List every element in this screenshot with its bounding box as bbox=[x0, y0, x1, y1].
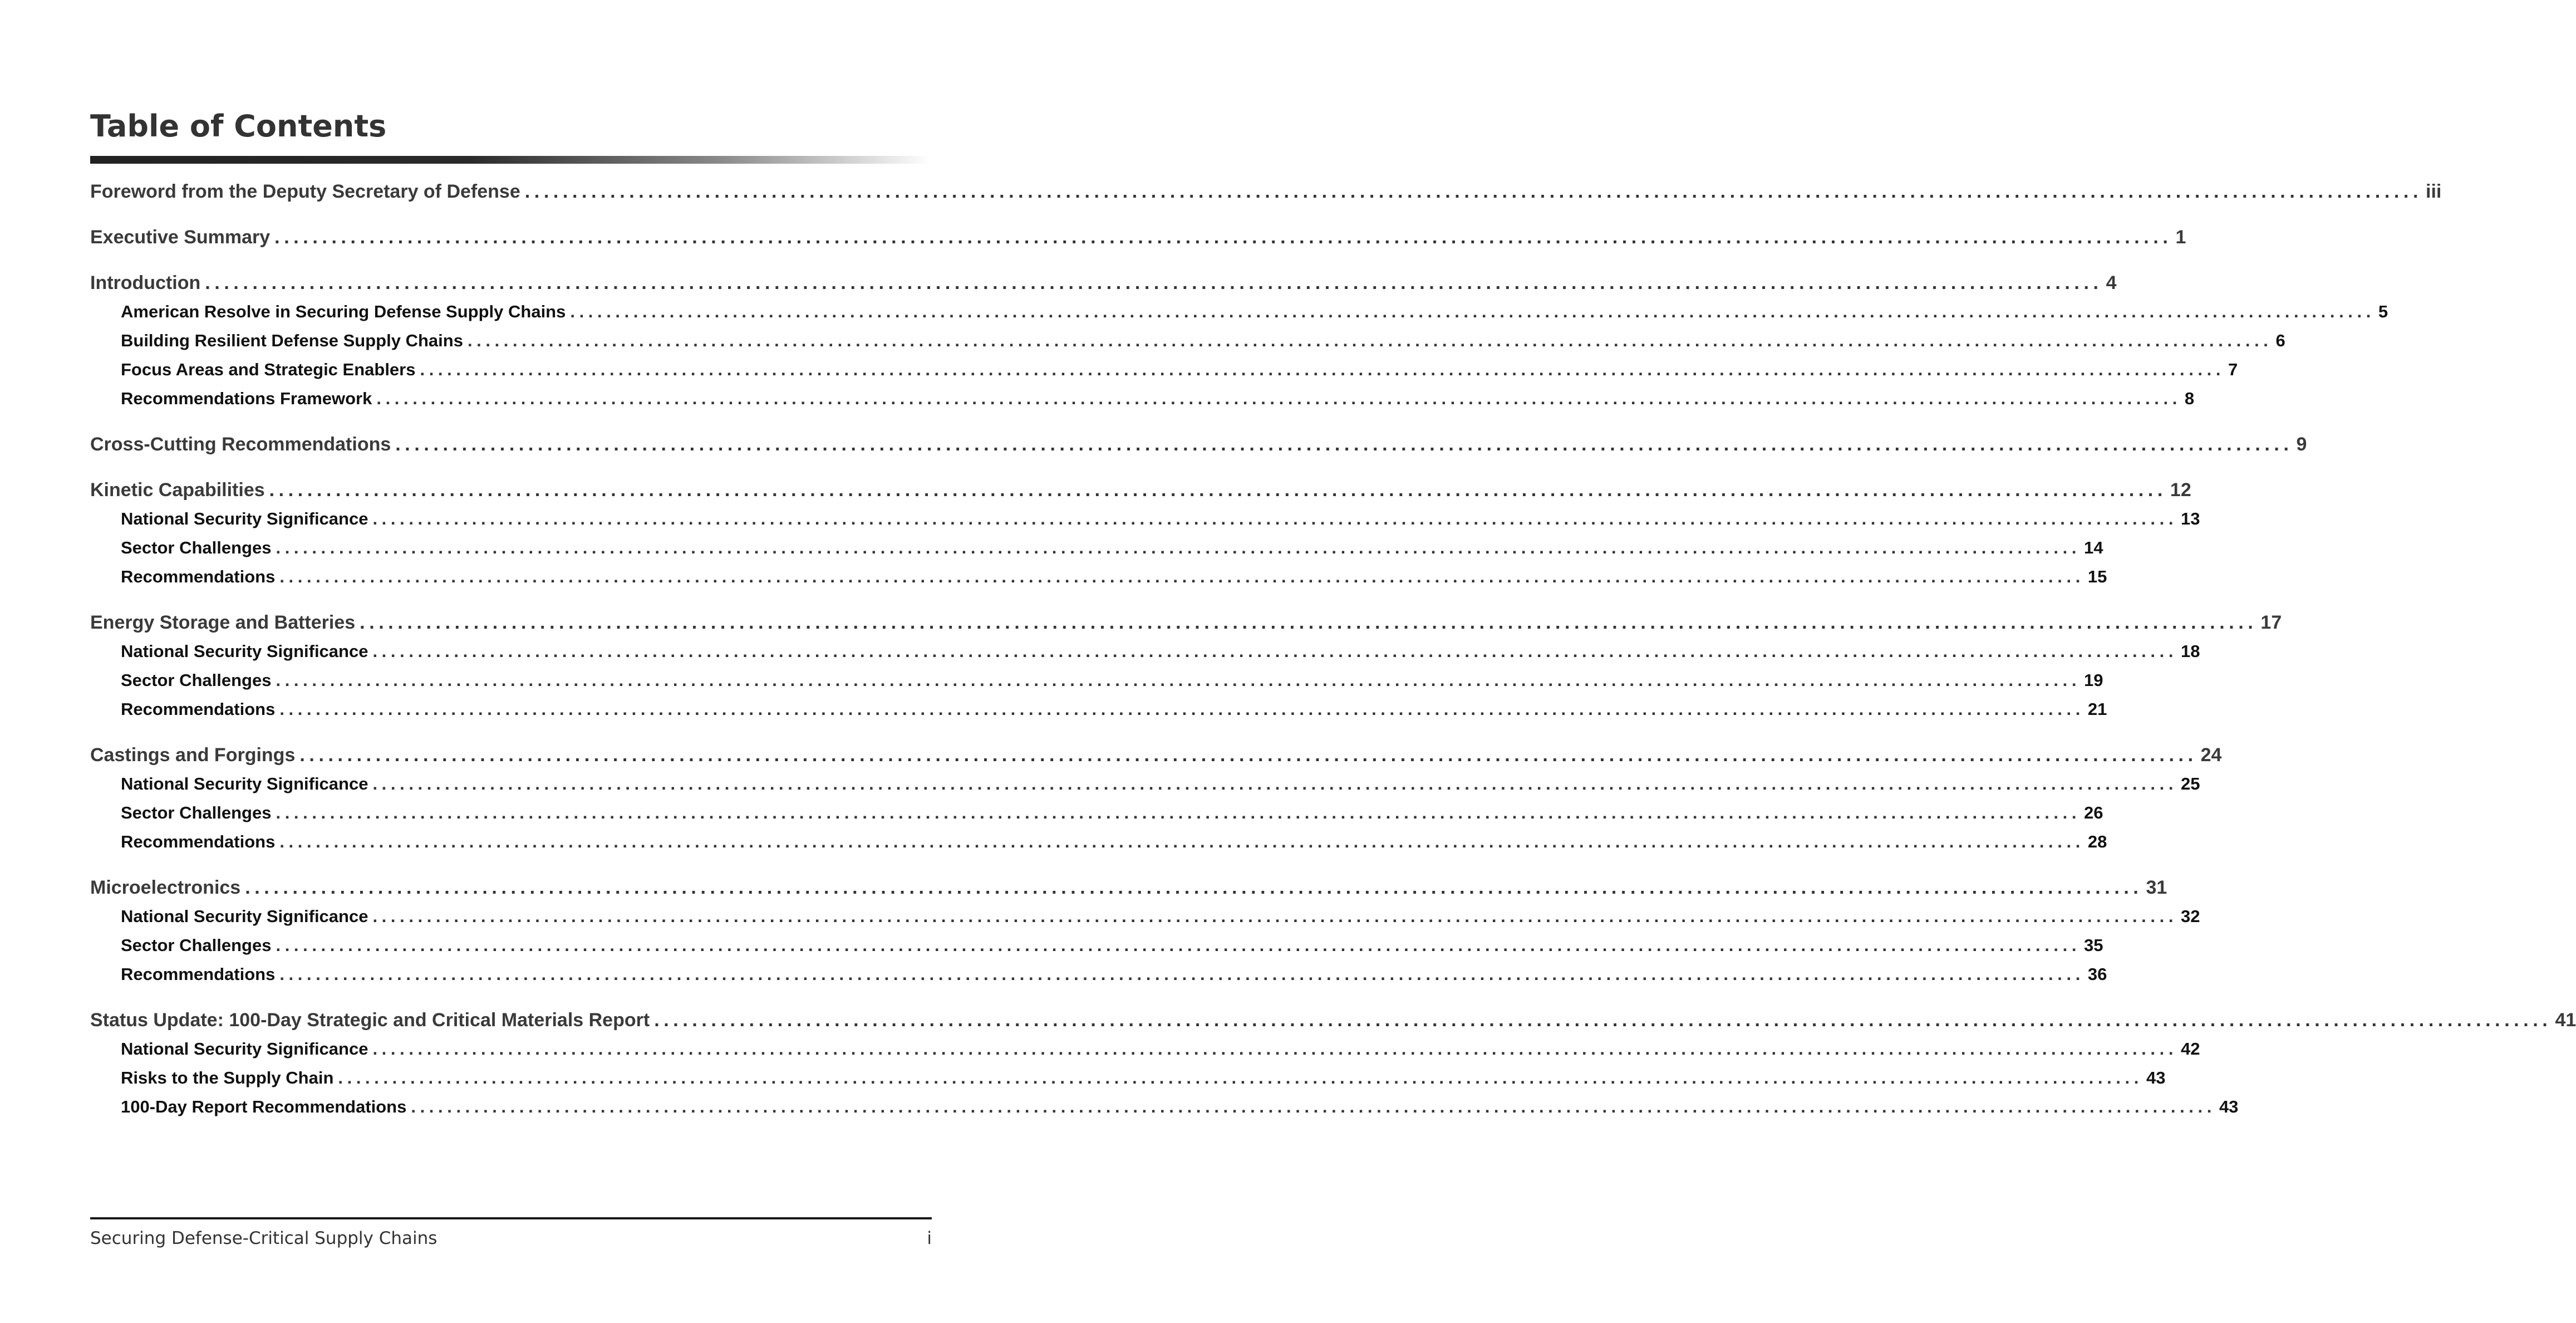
toc-entry[interactable] bbox=[90, 873, 2167, 902]
toc-entry[interactable] bbox=[90, 695, 2107, 724]
table-of-contents bbox=[90, 177, 2576, 1121]
toc-entry-page: 9 bbox=[2296, 434, 2307, 455]
dot-leader: ........................................................................................................................................................................................................ bbox=[338, 1068, 2143, 1087]
toc-entry[interactable] bbox=[90, 326, 2285, 355]
toc-entry-page: 14 bbox=[2084, 538, 2103, 557]
toc-entry[interactable] bbox=[90, 798, 2103, 827]
dot-leader: ........................................................................................................................................................................................................ bbox=[299, 744, 2198, 766]
dot-leader: ........................................................................................................................................................................................................ bbox=[279, 964, 2085, 984]
toc-entry[interactable] bbox=[90, 608, 2282, 637]
dot-leader: ........................................................................................................................................................................................................ bbox=[420, 360, 2225, 379]
toc-entry-label: Energy Storage and Batteries bbox=[90, 612, 356, 633]
toc-entry-page: 42 bbox=[2181, 1039, 2200, 1059]
toc-entry[interactable] bbox=[90, 268, 2117, 297]
toc-entry[interactable] bbox=[90, 562, 2107, 591]
toc-entry-page: 17 bbox=[2260, 612, 2282, 633]
toc-entry-label: Sector Challenges bbox=[121, 670, 272, 690]
toc-entry-page: 36 bbox=[2087, 964, 2107, 984]
toc-entry-page: 24 bbox=[2200, 744, 2222, 766]
dot-leader: ........................................................................................................................................................................................................ bbox=[205, 272, 2103, 293]
toc-entry-page: 8 bbox=[2184, 389, 2195, 408]
toc-entry-page: 12 bbox=[2170, 479, 2191, 501]
toc-entry-label: Recommendations bbox=[121, 832, 276, 851]
toc-entry[interactable] bbox=[90, 666, 2103, 695]
footer-document-name: Securing Defense-Critical Supply Chains bbox=[90, 1228, 437, 1248]
toc-entry[interactable] bbox=[90, 355, 2238, 384]
dot-leader: ........................................................................................................................................................................................................ bbox=[411, 1097, 2216, 1116]
document-page bbox=[90, 0, 2576, 1323]
toc-entry-page: 43 bbox=[2146, 1068, 2166, 1087]
toc-entry-page: 18 bbox=[2181, 641, 2200, 661]
toc-entry-label: National Security Significance bbox=[121, 641, 368, 661]
toc-entry-label: Foreword from the Deputy Secretary of Defense bbox=[90, 181, 520, 202]
toc-entry-label: National Security Significance bbox=[121, 1039, 368, 1059]
title-divider bbox=[90, 156, 932, 164]
toc-entry[interactable] bbox=[90, 960, 2107, 989]
toc-entry[interactable] bbox=[90, 1064, 2166, 1092]
toc-entry[interactable] bbox=[90, 177, 2442, 206]
dot-leader: ........................................................................................................................................................................................................ bbox=[279, 832, 2085, 851]
toc-entry[interactable] bbox=[90, 223, 2186, 252]
toc-entry-label: Microelectronics bbox=[90, 877, 241, 898]
toc-entry[interactable] bbox=[90, 384, 2195, 413]
toc-entry-label: National Security Significance bbox=[121, 906, 368, 926]
dot-leader: ........................................................................................................................................................................................................ bbox=[372, 641, 2178, 661]
dot-leader: ........................................................................................................................................................................................................ bbox=[276, 935, 2081, 955]
toc-entry-page: 32 bbox=[2181, 906, 2200, 926]
toc-entry-page: 1 bbox=[2175, 227, 2186, 248]
toc-entry-label: Introduction bbox=[90, 272, 201, 293]
toc-entry-label: Recommendations bbox=[121, 699, 276, 719]
toc-entry-page: 6 bbox=[2275, 331, 2285, 350]
toc-entry-label: Recommendations Framework bbox=[121, 389, 372, 408]
dot-leader: ........................................................................................................................................................................................................ bbox=[372, 906, 2178, 926]
toc-entry-label: Sector Challenges bbox=[121, 935, 272, 955]
footer-divider bbox=[90, 1217, 932, 1219]
toc-entry-page: iii bbox=[2426, 181, 2442, 202]
toc-entry-label: Castings and Forgings bbox=[90, 744, 296, 766]
toc-entry-label: Kinetic Capabilities bbox=[90, 479, 265, 501]
dot-leader: ........................................................................................................................................................................................................ bbox=[279, 699, 2085, 719]
toc-entry[interactable] bbox=[90, 902, 2200, 931]
toc-entry-page: 25 bbox=[2181, 774, 2200, 793]
toc-entry[interactable] bbox=[90, 827, 2107, 856]
toc-entry[interactable] bbox=[90, 741, 2222, 770]
toc-entry-page: 4 bbox=[2106, 272, 2117, 293]
dot-leader: ........................................................................................................................................................................................................ bbox=[276, 670, 2081, 690]
toc-entry-label: Executive Summary bbox=[90, 227, 271, 248]
dot-leader: ........................................................................................................................................................................................................ bbox=[360, 612, 2258, 633]
dot-leader: ........................................................................................................................................................................................................ bbox=[524, 181, 2423, 202]
dot-leader: ........................................................................................................................................................................................................ bbox=[372, 509, 2178, 528]
toc-entry-label: Cross-Cutting Recommendations bbox=[90, 434, 391, 455]
footer-page-number: i bbox=[927, 1228, 932, 1248]
toc-entry[interactable] bbox=[90, 297, 2388, 326]
toc-entry-label: Sector Challenges bbox=[121, 803, 272, 822]
dot-leader: ........................................................................................................................................................................................................ bbox=[276, 538, 2081, 557]
toc-entry-label: Recommendations bbox=[121, 964, 276, 984]
toc-entry-page: 21 bbox=[2087, 699, 2107, 719]
dot-leader: ........................................................................................................................................................................................................ bbox=[372, 774, 2178, 793]
toc-entry[interactable] bbox=[90, 430, 2307, 459]
toc-entry-label: Status Update: 100-Day Strategic and Critical Materials Report bbox=[90, 1010, 650, 1031]
toc-entry-label: Risks to the Supply Chain bbox=[121, 1068, 334, 1087]
dot-leader: ........................................................................................................................................................................................................ bbox=[467, 331, 2273, 350]
toc-entry-label: National Security Significance bbox=[121, 509, 368, 528]
toc-entry-label: Recommendations bbox=[121, 567, 276, 586]
dot-leader: ........................................................................................................................................................................................................ bbox=[276, 803, 2081, 822]
toc-entry-page: 19 bbox=[2084, 670, 2103, 690]
toc-entry-label: Focus Areas and Strategic Enablers bbox=[121, 360, 416, 379]
toc-entry[interactable] bbox=[90, 476, 2191, 504]
toc-entry-label: American Resolve in Securing Defense Supply Chains bbox=[121, 302, 566, 321]
page-title: Table of Contents bbox=[90, 109, 387, 144]
dot-leader: ........................................................................................................................................................................................................ bbox=[570, 302, 2375, 321]
toc-entry-page: 41 bbox=[2555, 1010, 2576, 1031]
toc-entry-label: Building Resilient Defense Supply Chains bbox=[121, 331, 463, 350]
toc-entry-label: Sector Challenges bbox=[121, 538, 272, 557]
dot-leader: ........................................................................................................................................................................................................ bbox=[395, 434, 2293, 455]
dot-leader: ........................................................................................................................................................................................................ bbox=[245, 877, 2143, 898]
toc-entry-page: 26 bbox=[2084, 803, 2103, 822]
dot-leader: ........................................................................................................................................................................................................ bbox=[654, 1010, 2552, 1031]
toc-entry[interactable] bbox=[90, 504, 2200, 533]
toc-entry-page: 13 bbox=[2181, 509, 2200, 528]
dot-leader: ........................................................................................................................................................................................................ bbox=[269, 479, 2167, 501]
toc-entry-page: 28 bbox=[2087, 832, 2107, 851]
toc-entry[interactable] bbox=[90, 1035, 2200, 1064]
dot-leader: ........................................................................................................................................................................................................ bbox=[372, 1039, 2178, 1059]
dot-leader: ........................................................................................................................................................................................................ bbox=[279, 567, 2085, 586]
toc-entry-label: National Security Significance bbox=[121, 774, 368, 793]
toc-entry[interactable] bbox=[90, 637, 2200, 666]
toc-entry-label: 100-Day Report Recommendations bbox=[121, 1097, 407, 1116]
toc-entry[interactable] bbox=[90, 1006, 2576, 1035]
toc-entry[interactable] bbox=[90, 533, 2103, 562]
dot-leader: ........................................................................................................................................................................................................ bbox=[376, 389, 2181, 408]
toc-entry[interactable] bbox=[90, 770, 2200, 798]
toc-entry-page: 15 bbox=[2087, 567, 2107, 586]
toc-entry-page: 31 bbox=[2146, 877, 2167, 898]
dot-leader: ........................................................................................................................................................................................................ bbox=[274, 227, 2172, 248]
toc-entry-page: 7 bbox=[2228, 360, 2238, 379]
toc-entry-page: 35 bbox=[2084, 935, 2103, 955]
toc-entry-page: 5 bbox=[2378, 302, 2388, 321]
toc-entry-page: 43 bbox=[2219, 1097, 2239, 1116]
toc-entry[interactable] bbox=[90, 1092, 2239, 1121]
toc-entry[interactable] bbox=[90, 931, 2103, 960]
